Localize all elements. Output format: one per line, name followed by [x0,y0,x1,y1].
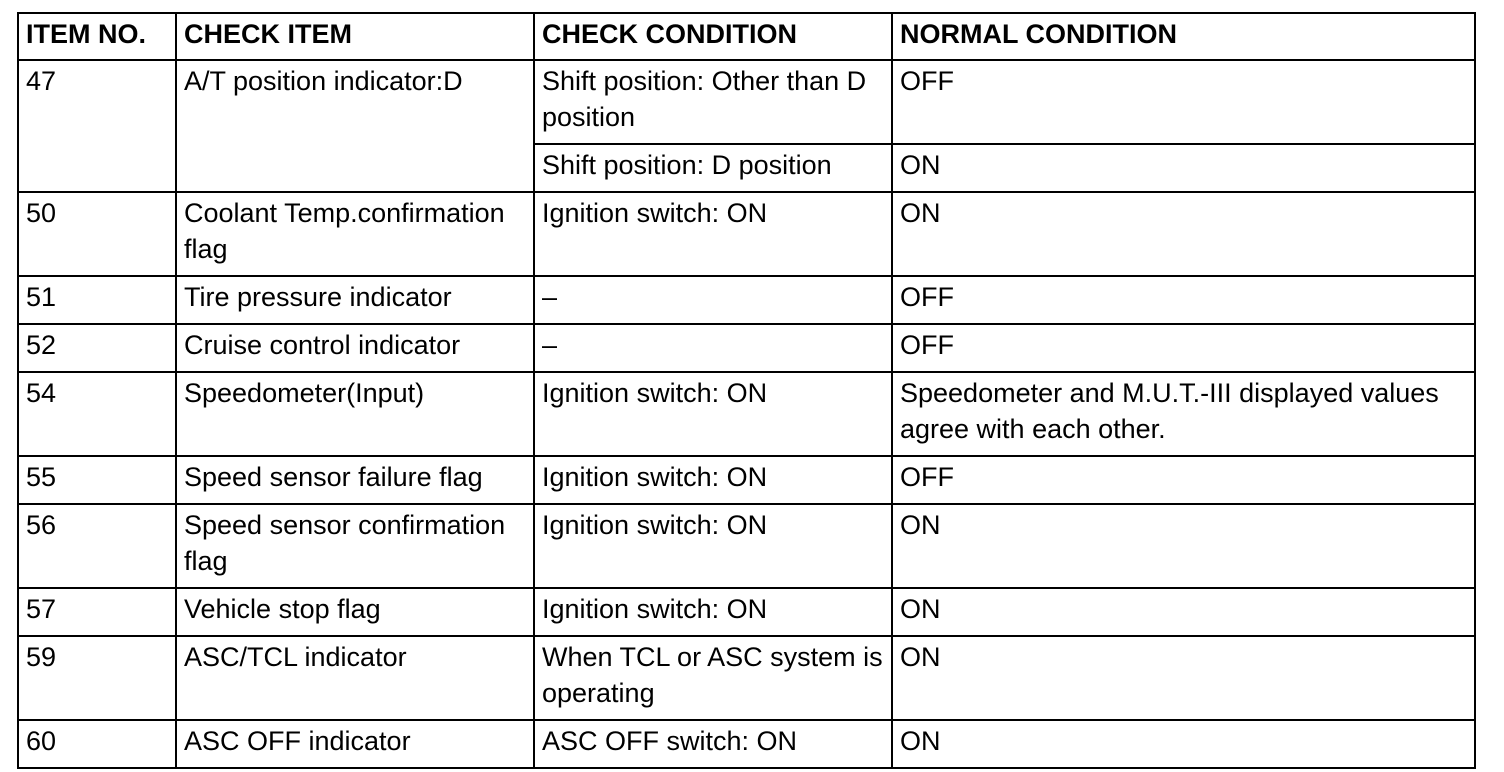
header-normal-condition: NORMAL CONDITION [892,13,1475,60]
check-item-cell: Speed sensor failure flag [176,456,534,504]
normal-condition-cell: ON [892,504,1475,588]
table-row [18,720,1475,768]
item-no-cell: 60 [18,720,176,768]
check-condition-cell: – [534,324,892,372]
check-item-cell: ASC/TCL indicator [176,636,534,720]
normal-condition-cell: ON [892,588,1475,636]
check-condition-cell: Ignition switch: ON [534,588,892,636]
normal-condition-cell: ON [892,192,1475,276]
check-condition-cell: When TCL or ASC system is operating [534,636,892,720]
normal-condition-cell: ON [892,720,1475,768]
normal-condition-cell: OFF [892,324,1475,372]
normal-condition-cell: ON [892,636,1475,720]
item-no-cell: 55 [18,456,176,504]
check-condition-cell: Ignition switch: ON [534,456,892,504]
item-no-cell: 59 [18,636,176,720]
check-item-cell: Tire pressure indicator [176,276,534,324]
item-no-cell: 50 [18,192,176,276]
item-no-cell: 51 [18,276,176,324]
table-row [18,588,1475,636]
check-condition-cell: Ignition switch: ON [534,192,892,276]
check-item-cell: Coolant Temp.confirmation flag [176,192,534,276]
header-item-no: ITEM NO. [18,13,176,60]
header-row [18,13,1475,60]
item-no-cell: 56 [18,504,176,588]
check-item-cell: Vehicle stop flag [176,588,534,636]
item-no-cell: 54 [18,372,176,456]
normal-condition-cell: OFF [892,276,1475,324]
check-condition-cell: Ignition switch: ON [534,372,892,456]
normal-condition-cell: OFF [892,60,1475,144]
header-check-condition: CHECK CONDITION [534,13,892,60]
check-condition-cell: ASC OFF switch: ON [534,720,892,768]
normal-condition-cell: Speedometer and M.U.T.-III displayed values agree with each other. [892,372,1475,456]
check-condition-cell: Ignition switch: ON [534,504,892,588]
table-row [18,192,1475,276]
check-item-cell: ASC OFF indicator [176,720,534,768]
check-item-cell: A/T position indicator:D [176,60,534,192]
table-row [18,276,1475,324]
item-no-cell: 52 [18,324,176,372]
item-no-cell: 47 [18,60,176,192]
normal-condition-cell: OFF [892,456,1475,504]
item-no-cell: 57 [18,588,176,636]
table-row [18,324,1475,372]
check-item-cell: Speedometer(Input) [176,372,534,456]
table-row [18,504,1475,588]
check-condition-cell: Shift position: D position [534,144,892,192]
check-condition-cell: Shift position: Other than D position [534,60,892,144]
table-row [18,60,1475,144]
normal-condition-cell: ON [892,144,1475,192]
table-row [18,372,1475,456]
check-table [17,12,1476,769]
table-row [18,456,1475,504]
table-row [18,636,1475,720]
check-condition-cell: – [534,276,892,324]
check-item-cell: Cruise control indicator [176,324,534,372]
check-item-cell: Speed sensor confirmation flag [176,504,534,588]
header-check-item: CHECK ITEM [176,13,534,60]
